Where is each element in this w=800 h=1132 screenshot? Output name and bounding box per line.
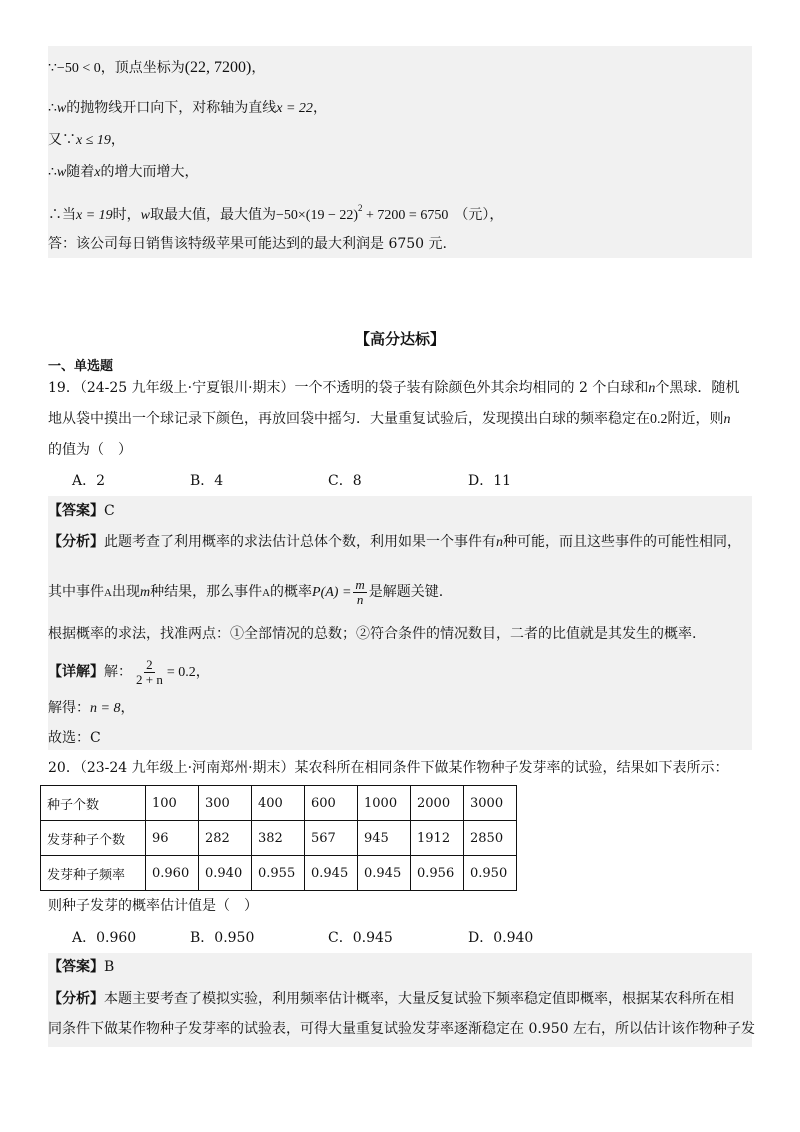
table-row [41,856,517,891]
table-cell: 0.955 [252,856,305,891]
solution-answer-line: 答：该公司每日销售该特级苹果可能达到的最大利润是 6750 元. [48,236,447,252]
math-expression: −50 < 0 [56,61,101,76]
table-row-label: 种子个数 [41,786,146,821]
q20-option-d: D．0.940 [468,930,534,946]
vertex-coordinates: (22, 7200) [184,59,252,76]
solution-line-2: ∴w的抛物线开口向下，对称轴为直线x = 22， [48,100,327,116]
solution-line-4: ∴w随着x的增大而增大， [48,164,199,180]
table-row [41,821,517,856]
q19-option-c: C．8 [328,473,362,489]
q19-stem-line-2: 地从袋中摸出一个球记录下颜色，再放回袋中摇匀．大量重复试验后，发现摸出白球的频率稳定在0.2附近，则n [48,411,731,427]
table-cell: 0.945 [305,856,358,891]
q19-stem-line-1: 19．（24-25 九年级上·宁夏银川·期末）一个不透明的袋子装有除颜色外其余均相同的 2 个白球和n个黑球．随机 [48,380,740,396]
section-subheading: 一、单选题 [48,359,114,374]
q20-analysis-line-1: 【分析】本题主要考查了模拟实验，利用频率估计概率，大量反复试验下频率稳定值即概率，根据某农科所在相 [48,991,734,1007]
q19-solution-block [48,496,752,750]
table-cell: 600 [305,786,358,821]
q19-option-d: D．11 [468,473,512,489]
q19-detail: 【详解】解： $\frac{2}{2 + n}$ = 0.2， [48,656,210,687]
table-cell: 567 [305,821,358,856]
q20-solution-block [48,953,755,1047]
table-cell: 1000 [358,786,411,821]
table-cell: 945 [358,821,411,856]
detail-fraction: $\frac{2}{2 + n}$ [136,656,163,687]
table-row [41,786,517,821]
q20-answer: 【答案】B [48,959,115,975]
q19-analysis-line-2: 其中事件A出现m种结果，那么事件A的概率P(A) = $\frac{m}{n}$ 是解题关键. [48,576,444,607]
table-cell: 282 [199,821,252,856]
q20-option-a: A．0.960 [72,930,137,946]
q19-analysis-line-3: 根据概率的求法，找准两点：①全部情况的总数；②符合条件的情况数目，二者的比值就是其发生的概率. [48,626,697,642]
section-title: 【高分达标】 [354,330,445,348]
probability-fraction: $\frac{m}{n}$ [355,576,365,607]
table-cell: 0.960 [146,856,199,891]
solution-continuation-block [48,46,752,258]
table-row-label: 发芽种子频率 [41,856,146,891]
q20-option-c: C．0.945 [328,930,393,946]
table-cell: 0.940 [199,856,252,891]
q20-question: 则种子发芽的概率估计值是（ ） [48,898,258,914]
q20-option-b: B．0.950 [190,930,255,946]
table-cell: 3000 [464,786,517,821]
q19-options [0,470,800,490]
q19-solve: 解得：n = 8， [48,700,135,716]
q20-analysis-line-2: 同条件下做某作物种子发芽率的试验表，可得大量重复试验发芽率逐渐稳定在 0.950 左右，所以估计该作物种子发 [48,1021,755,1037]
q19-option-a: A．2 [72,473,106,489]
table-row-label: 发芽种子个数 [41,821,146,856]
max-value-expression: $-50\times(19 - 22)^2 + 7200 = 6750$ [276,203,449,223]
table-cell: 400 [252,786,305,821]
q19-analysis-line-1: 【分析】此题考查了利用概率的求法估计总体个数，利用如果一个事件有n种可能，而且这些事件的可能性相同， [48,534,741,550]
table-cell: 0.956 [411,856,464,891]
q20-options [0,927,800,947]
q19-choice: 故选：C [48,730,101,746]
solution-line-1: ∵−50 < 0，顶点坐标为(22, 7200)， [48,59,266,76]
table-cell: 0.950 [464,856,517,891]
solution-line-3: 又∵x ≤ 19， [48,132,125,148]
q19-answer: 【答案】C [48,503,115,519]
q19-option-b: B．4 [190,473,224,489]
axis-equation: x = 22 [276,101,313,116]
table-cell: 382 [252,821,305,856]
germination-table [40,785,517,891]
solution-line-5: ∴当x = 19时，w取最大值，最大值为$-50\times(19 - 22)^2 + 7200 = 6750$ （元）， [48,203,504,223]
table-cell: 2000 [411,786,464,821]
table-cell: 0.945 [358,856,411,891]
table-cell: 2850 [464,821,517,856]
table-cell: 1912 [411,821,464,856]
table-cell: 300 [199,786,252,821]
q19-stem-line-3: 的值为（ ） [48,442,132,458]
table-cell: 100 [146,786,199,821]
table-cell: 96 [146,821,199,856]
q20-stem: 20．（23-24 九年级上·河南郑州·期末）某农科所在相同条件下做某作物种子发芽率的试验，结果如下表所示： [48,760,729,776]
